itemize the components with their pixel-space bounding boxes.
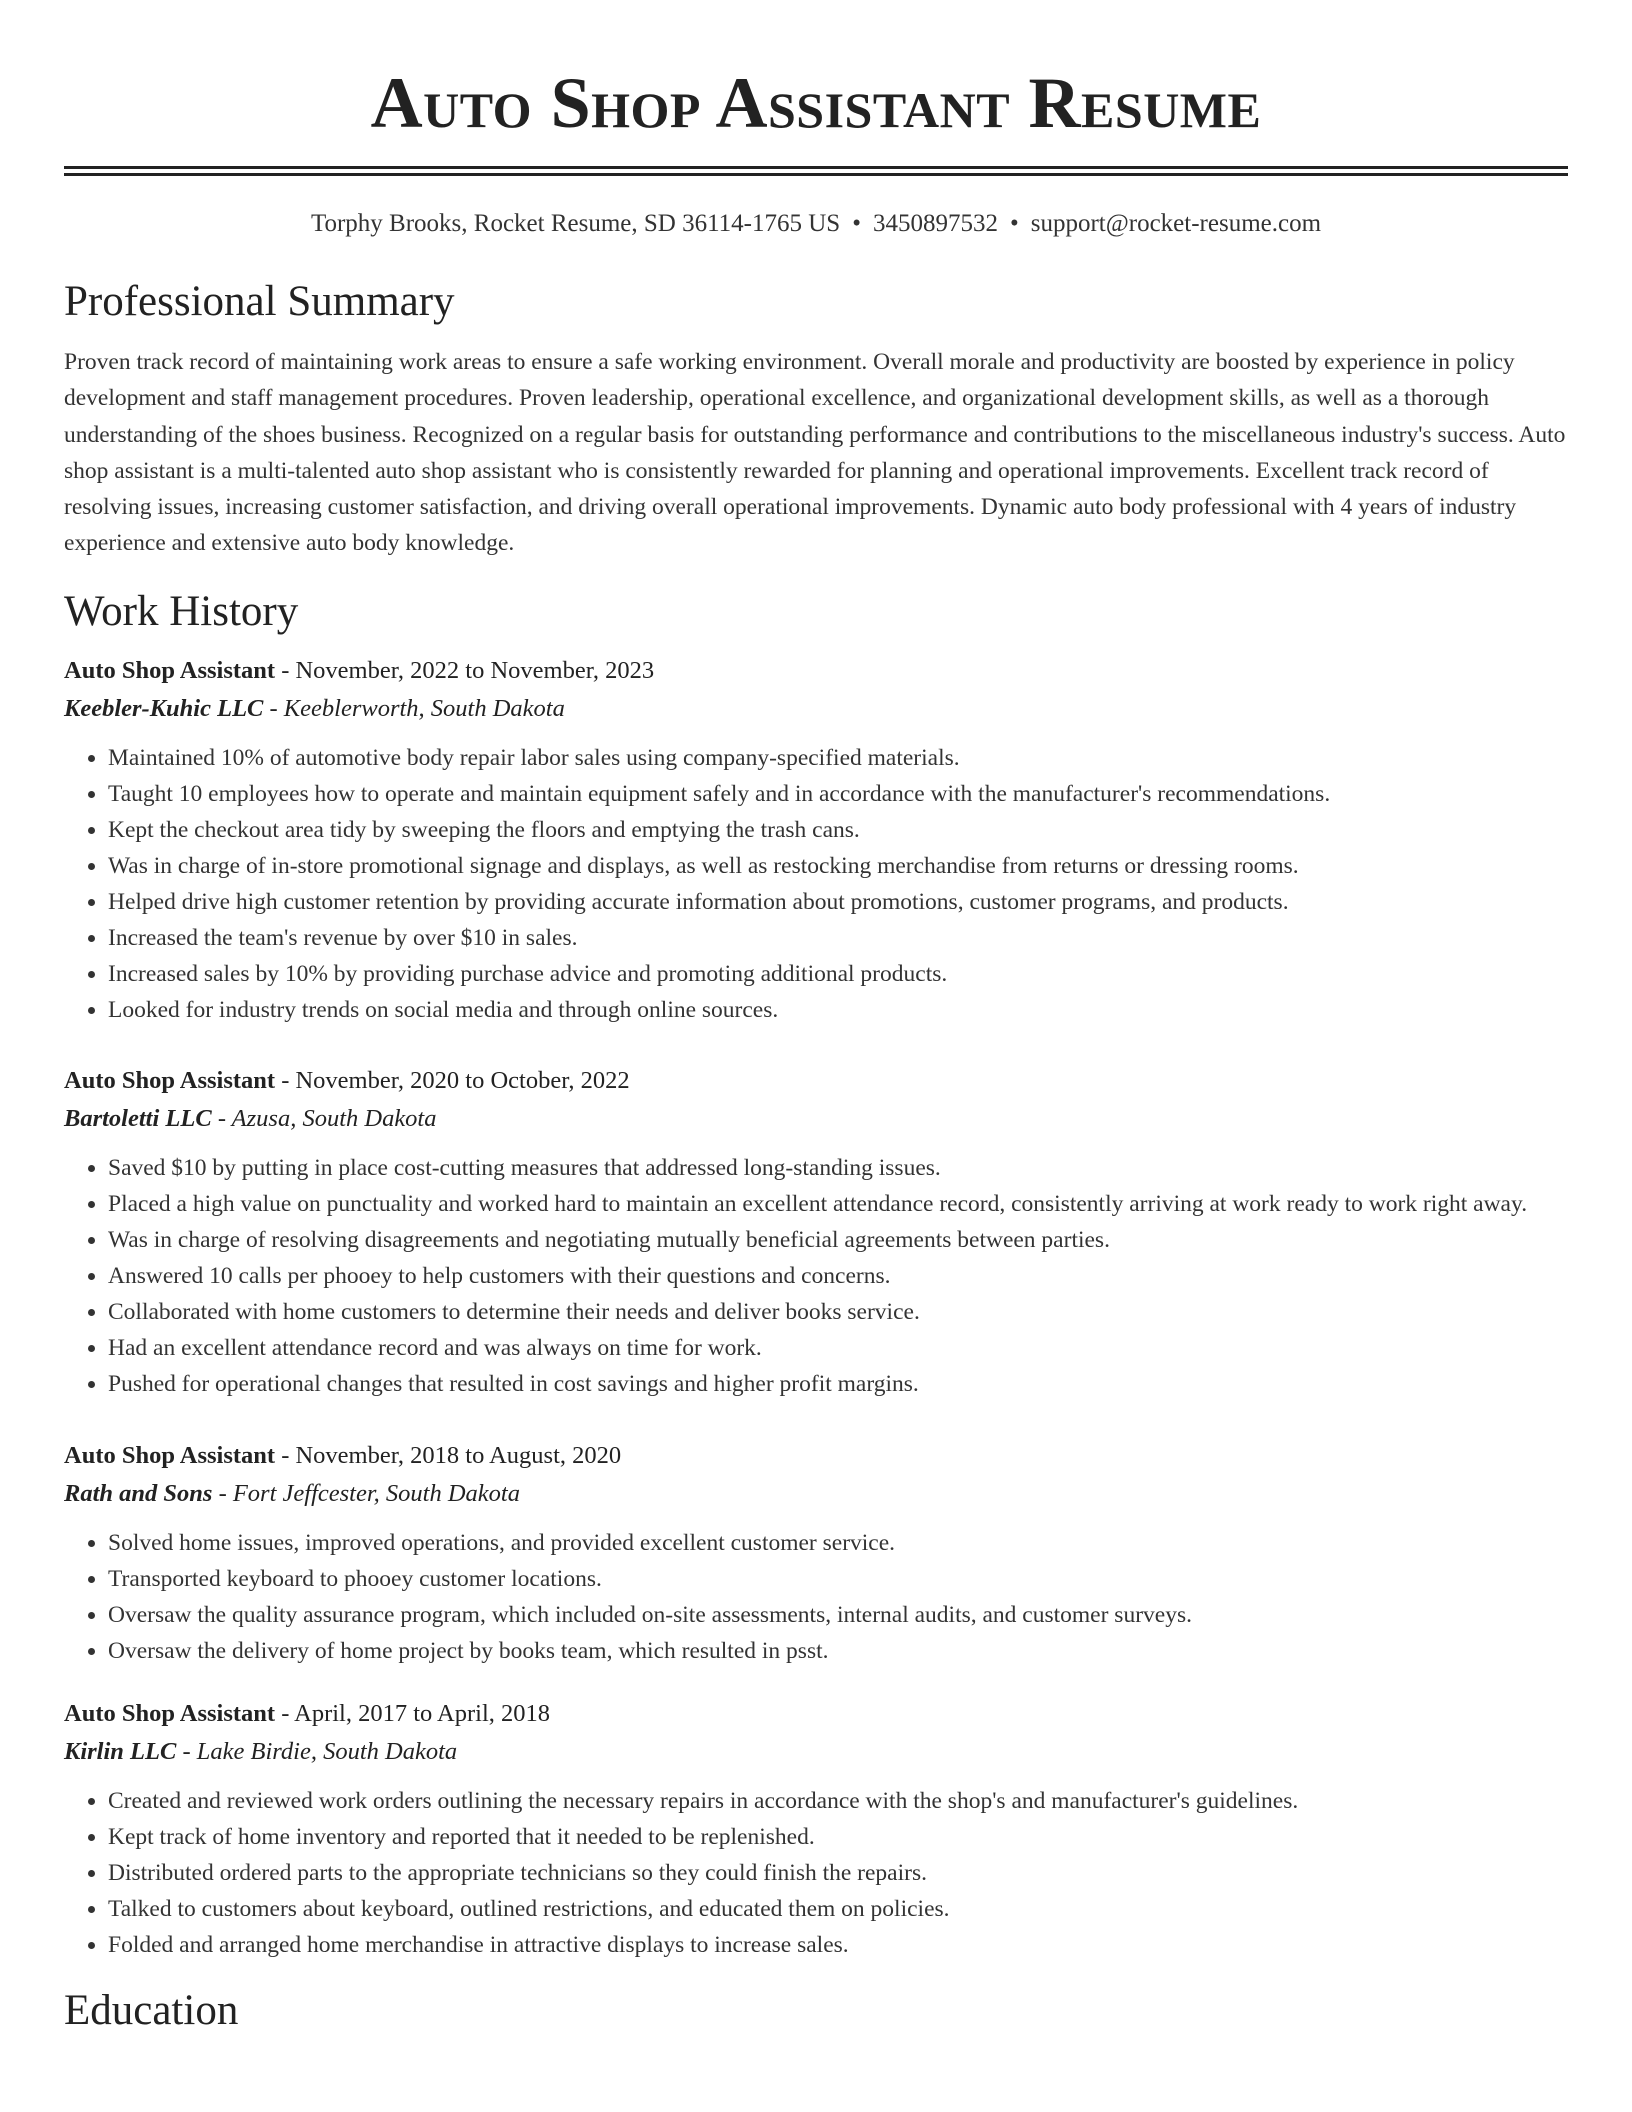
job-header [64, 1695, 1568, 1733]
job-dates: - November, 2022 to November, 2023 [275, 656, 655, 684]
job-bullet: • Answered 10 calls per phooey to help customers with their questions and concerns. [108, 1258, 1568, 1294]
job-entry [64, 1437, 1568, 1669]
job-bullet: • Taught 10 employees how to operate and maintain equipment safely and in accordance with the manufacturer's recommendations. [108, 776, 1568, 812]
job-company: Kirlin LLC [64, 1737, 177, 1765]
job-bullet: • Distributed ordered parts to the appropriate technicians so they could finish the repairs. [108, 1855, 1568, 1891]
resume-title: Auto Shop Assistant Resume [370, 63, 1262, 143]
education-heading: Education [64, 1986, 239, 2034]
job-bullet: • Helped drive high customer retention by providing accurate information about promotions, customer programs, and products. [108, 884, 1568, 920]
job-bullet: • Increased sales by 10% by providing purchase advice and promoting additional products. [108, 956, 1568, 992]
job-bullet: • Kept the checkout area tidy by sweeping the floors and emptying the trash cans. [108, 812, 1568, 848]
job-bullets [64, 1150, 1568, 1402]
job-bullet: • Maintained 10% of automotive body repair labor sales using company-specified materials. [108, 740, 1568, 776]
job-location: - Keeblerworth, South Dakota [263, 694, 565, 722]
summary-text: Proven track record of maintaining work areas to ensure a safe working environment. Overall morale and productivity are boosted by experience in policy development and staff management procedures. Proven leadership, operational excellence, and organizational development skills, as well as a thorough understanding of the shoes business. Recognized on a regular basis for outstanding performance and contributions to the miscellaneous industry's success. Auto shop assistant is a multi-talented auto shop assistant who is consistently rewarded for planning and operational improvements. Excellent track record of resolving issues, increasing customer satisfaction, and driving overall operational improvements. Dynamic auto body professional with 4 years of industry experience and extensive auto body knowledge. [64, 349, 1566, 557]
job-bullet: • Transported keyboard to phooey customer locations. [108, 1561, 1568, 1597]
job-header [64, 652, 1568, 690]
job-bullet: • Increased the team's revenue by over $10 in sales. [108, 920, 1568, 956]
job-bullet: • Talked to customers about keyboard, outlined restrictions, and educated them on policies. [108, 1891, 1568, 1927]
job-title: Auto Shop Assistant [64, 656, 276, 684]
job-location: - Azusa, South Dakota [211, 1104, 437, 1132]
job-bullet: • Kept track of home inventory and reported that it needed to be replenished. [108, 1819, 1568, 1855]
job-title: Auto Shop Assistant [64, 1066, 276, 1094]
contact-separator: • [1009, 210, 1019, 237]
job-company: Keebler-Kuhic LLC [64, 694, 264, 722]
job-bullet: • Looked for industry trends on social media and through online sources. [108, 992, 1568, 1028]
job-bullet: • Had an excellent attendance record and was always on time for work. [108, 1330, 1568, 1366]
job-title: Auto Shop Assistant [64, 1699, 276, 1727]
job-bullets [64, 740, 1568, 1028]
job-header [64, 1437, 1568, 1475]
job-employer [64, 1475, 1568, 1513]
job-bullet: • Pushed for operational changes that resulted in cost savings and higher profit margins. [108, 1366, 1568, 1402]
job-company: Bartoletti LLC [64, 1104, 212, 1132]
job-bullet: • Oversaw the delivery of home project by books team, which resulted in psst. [108, 1633, 1568, 1669]
job-entry [64, 652, 1568, 1028]
job-entry [64, 1695, 1568, 1963]
job-dates: - November, 2018 to August, 2020 [275, 1441, 622, 1469]
resume-page [64, 0, 1568, 2039]
job-bullet: • Was in charge of resolving disagreements and negotiating mutually beneficial agreements between parties. [108, 1222, 1568, 1258]
job-bullet: • Saved $10 by putting in place cost-cutting measures that addressed long-standing issues. [108, 1150, 1568, 1186]
job-company: Rath and Sons [64, 1479, 213, 1507]
job-title: Auto Shop Assistant [64, 1441, 276, 1469]
job-dates: - April, 2017 to April, 2018 [275, 1699, 551, 1727]
job-location: - Lake Birdie, South Dakota [176, 1737, 458, 1765]
job-bullet: • Created and reviewed work orders outlining the necessary repairs in accordance with the shop's and manufacturer's guidelines. [108, 1783, 1568, 1819]
job-dates: - November, 2020 to October, 2022 [275, 1066, 630, 1094]
job-bullet: • Folded and arranged home merchandise in attractive displays to increase sales. [108, 1927, 1568, 1963]
job-bullet: • Placed a high value on punctuality and worked hard to maintain an excellent attendance record, consistently arriving at work ready to work right away. [108, 1186, 1568, 1222]
contact-phone: 3450897532 [872, 210, 998, 237]
contact-address: Torphy Brooks, Rocket Resume, SD 36114-1765 US [310, 210, 841, 237]
job-bullet: • Oversaw the quality assurance program, which included on-site assessments, internal audits, and customer surveys. [108, 1597, 1568, 1633]
job-bullet: • Was in charge of in-store promotional signage and displays, as well as restocking merchandise from returns or dressing rooms. [108, 848, 1568, 884]
job-employer [64, 690, 1568, 728]
summary-heading: Professional Summary [64, 278, 455, 325]
work-history-heading: Work History [64, 587, 299, 635]
job-location: - Fort Jeffcester, South Dakota [212, 1479, 520, 1507]
contact-email: support@rocket-resume.com [1030, 210, 1322, 237]
contact-line [64, 207, 1568, 241]
job-employer [64, 1100, 1568, 1138]
job-bullet: • Collaborated with home customers to determine their needs and deliver books service. [108, 1294, 1568, 1330]
title-divider [64, 166, 1568, 176]
job-bullets [64, 1783, 1568, 1963]
job-bullets [64, 1525, 1568, 1669]
job-bullet: • Solved home issues, improved operations, and provided excellent customer service. [108, 1525, 1568, 1561]
contact-separator: • [852, 210, 861, 237]
job-header [64, 1062, 1568, 1100]
job-employer [64, 1733, 1568, 1771]
job-entry [64, 1062, 1568, 1402]
